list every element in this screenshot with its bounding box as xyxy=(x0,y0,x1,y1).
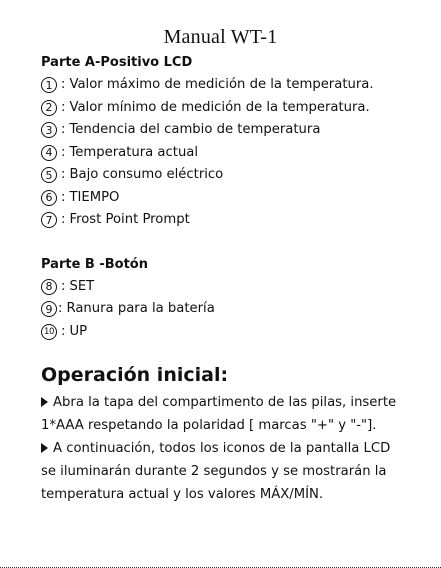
circled-number: 10 xyxy=(41,324,57,340)
list-item xyxy=(41,74,421,97)
item-text: Valor mínimo de medición de la temperatura. xyxy=(69,99,370,115)
list-item xyxy=(41,97,421,120)
operation-body xyxy=(41,391,401,506)
paragraph-line xyxy=(41,437,401,460)
paragraph-text: A continuación, todos los iconos de la pantalla LCD xyxy=(53,441,391,456)
item-text: Frost Point Prompt xyxy=(69,212,190,227)
part-a-heading: Parte A-Positivo LCD xyxy=(41,55,193,70)
item-text: UP xyxy=(69,323,88,339)
paragraph-line: se iluminarán durante 2 segundos y se mostrarán la xyxy=(41,464,387,479)
item-text: SET xyxy=(69,278,95,294)
circled-number: 2 xyxy=(41,100,57,116)
list-item xyxy=(41,164,421,187)
circled-number: 6 xyxy=(41,190,57,206)
item-text: Valor máximo de medición de la temperatura. xyxy=(69,77,374,92)
item-separator: : xyxy=(61,99,66,115)
item-separator: : xyxy=(61,77,66,92)
item-separator: : xyxy=(61,122,66,137)
page-title: Manual WT-1 xyxy=(163,26,278,48)
paragraph-text: Abra la tapa del compartimento de las pilas, inserte xyxy=(53,395,397,410)
bullet-triangle-icon xyxy=(41,397,48,407)
paragraph-line xyxy=(41,391,401,414)
list-item xyxy=(41,119,421,142)
item-separator: : xyxy=(61,144,66,160)
paragraph-line: 1*AAA respetando la polaridad [ marcas "+" y "-"]. xyxy=(41,418,377,433)
part-b-list xyxy=(41,276,421,344)
paragraph-line: temperatura actual y los valores MÁX/MÍN. xyxy=(41,487,324,502)
list-item xyxy=(41,142,421,165)
item-separator: : xyxy=(61,278,66,294)
item-separator: : xyxy=(61,189,66,205)
circled-number: 1 xyxy=(41,77,57,93)
list-item xyxy=(41,209,421,232)
item-text: Tendencia del cambio de temperatura xyxy=(69,122,321,137)
part-a-list xyxy=(41,74,421,232)
item-text: Bajo consumo eléctrico xyxy=(69,167,224,182)
list-item xyxy=(41,298,421,321)
list-item xyxy=(41,321,421,344)
circled-number: 4 xyxy=(41,145,57,161)
circled-number: 8 xyxy=(41,279,57,295)
circled-number: 3 xyxy=(41,122,57,138)
item-separator: : xyxy=(61,167,66,182)
circled-number: 7 xyxy=(41,212,57,228)
operation-heading: Operación inicial: xyxy=(41,364,229,386)
part-b-heading: Parte B -Botón xyxy=(41,256,148,272)
circled-number: 9 xyxy=(41,301,57,317)
item-text: Ranura para la batería xyxy=(66,301,215,316)
list-item xyxy=(41,276,421,299)
circled-number: 5 xyxy=(41,167,57,183)
item-text: Temperatura actual xyxy=(69,144,199,160)
manual-content xyxy=(41,52,421,506)
bullet-triangle-icon xyxy=(41,443,48,453)
item-separator: : xyxy=(61,212,66,227)
item-text: TIEMPO xyxy=(69,189,120,205)
list-item xyxy=(41,187,421,210)
item-separator: : xyxy=(61,323,66,339)
section-spacer xyxy=(41,232,421,254)
item-separator: : xyxy=(58,301,63,316)
